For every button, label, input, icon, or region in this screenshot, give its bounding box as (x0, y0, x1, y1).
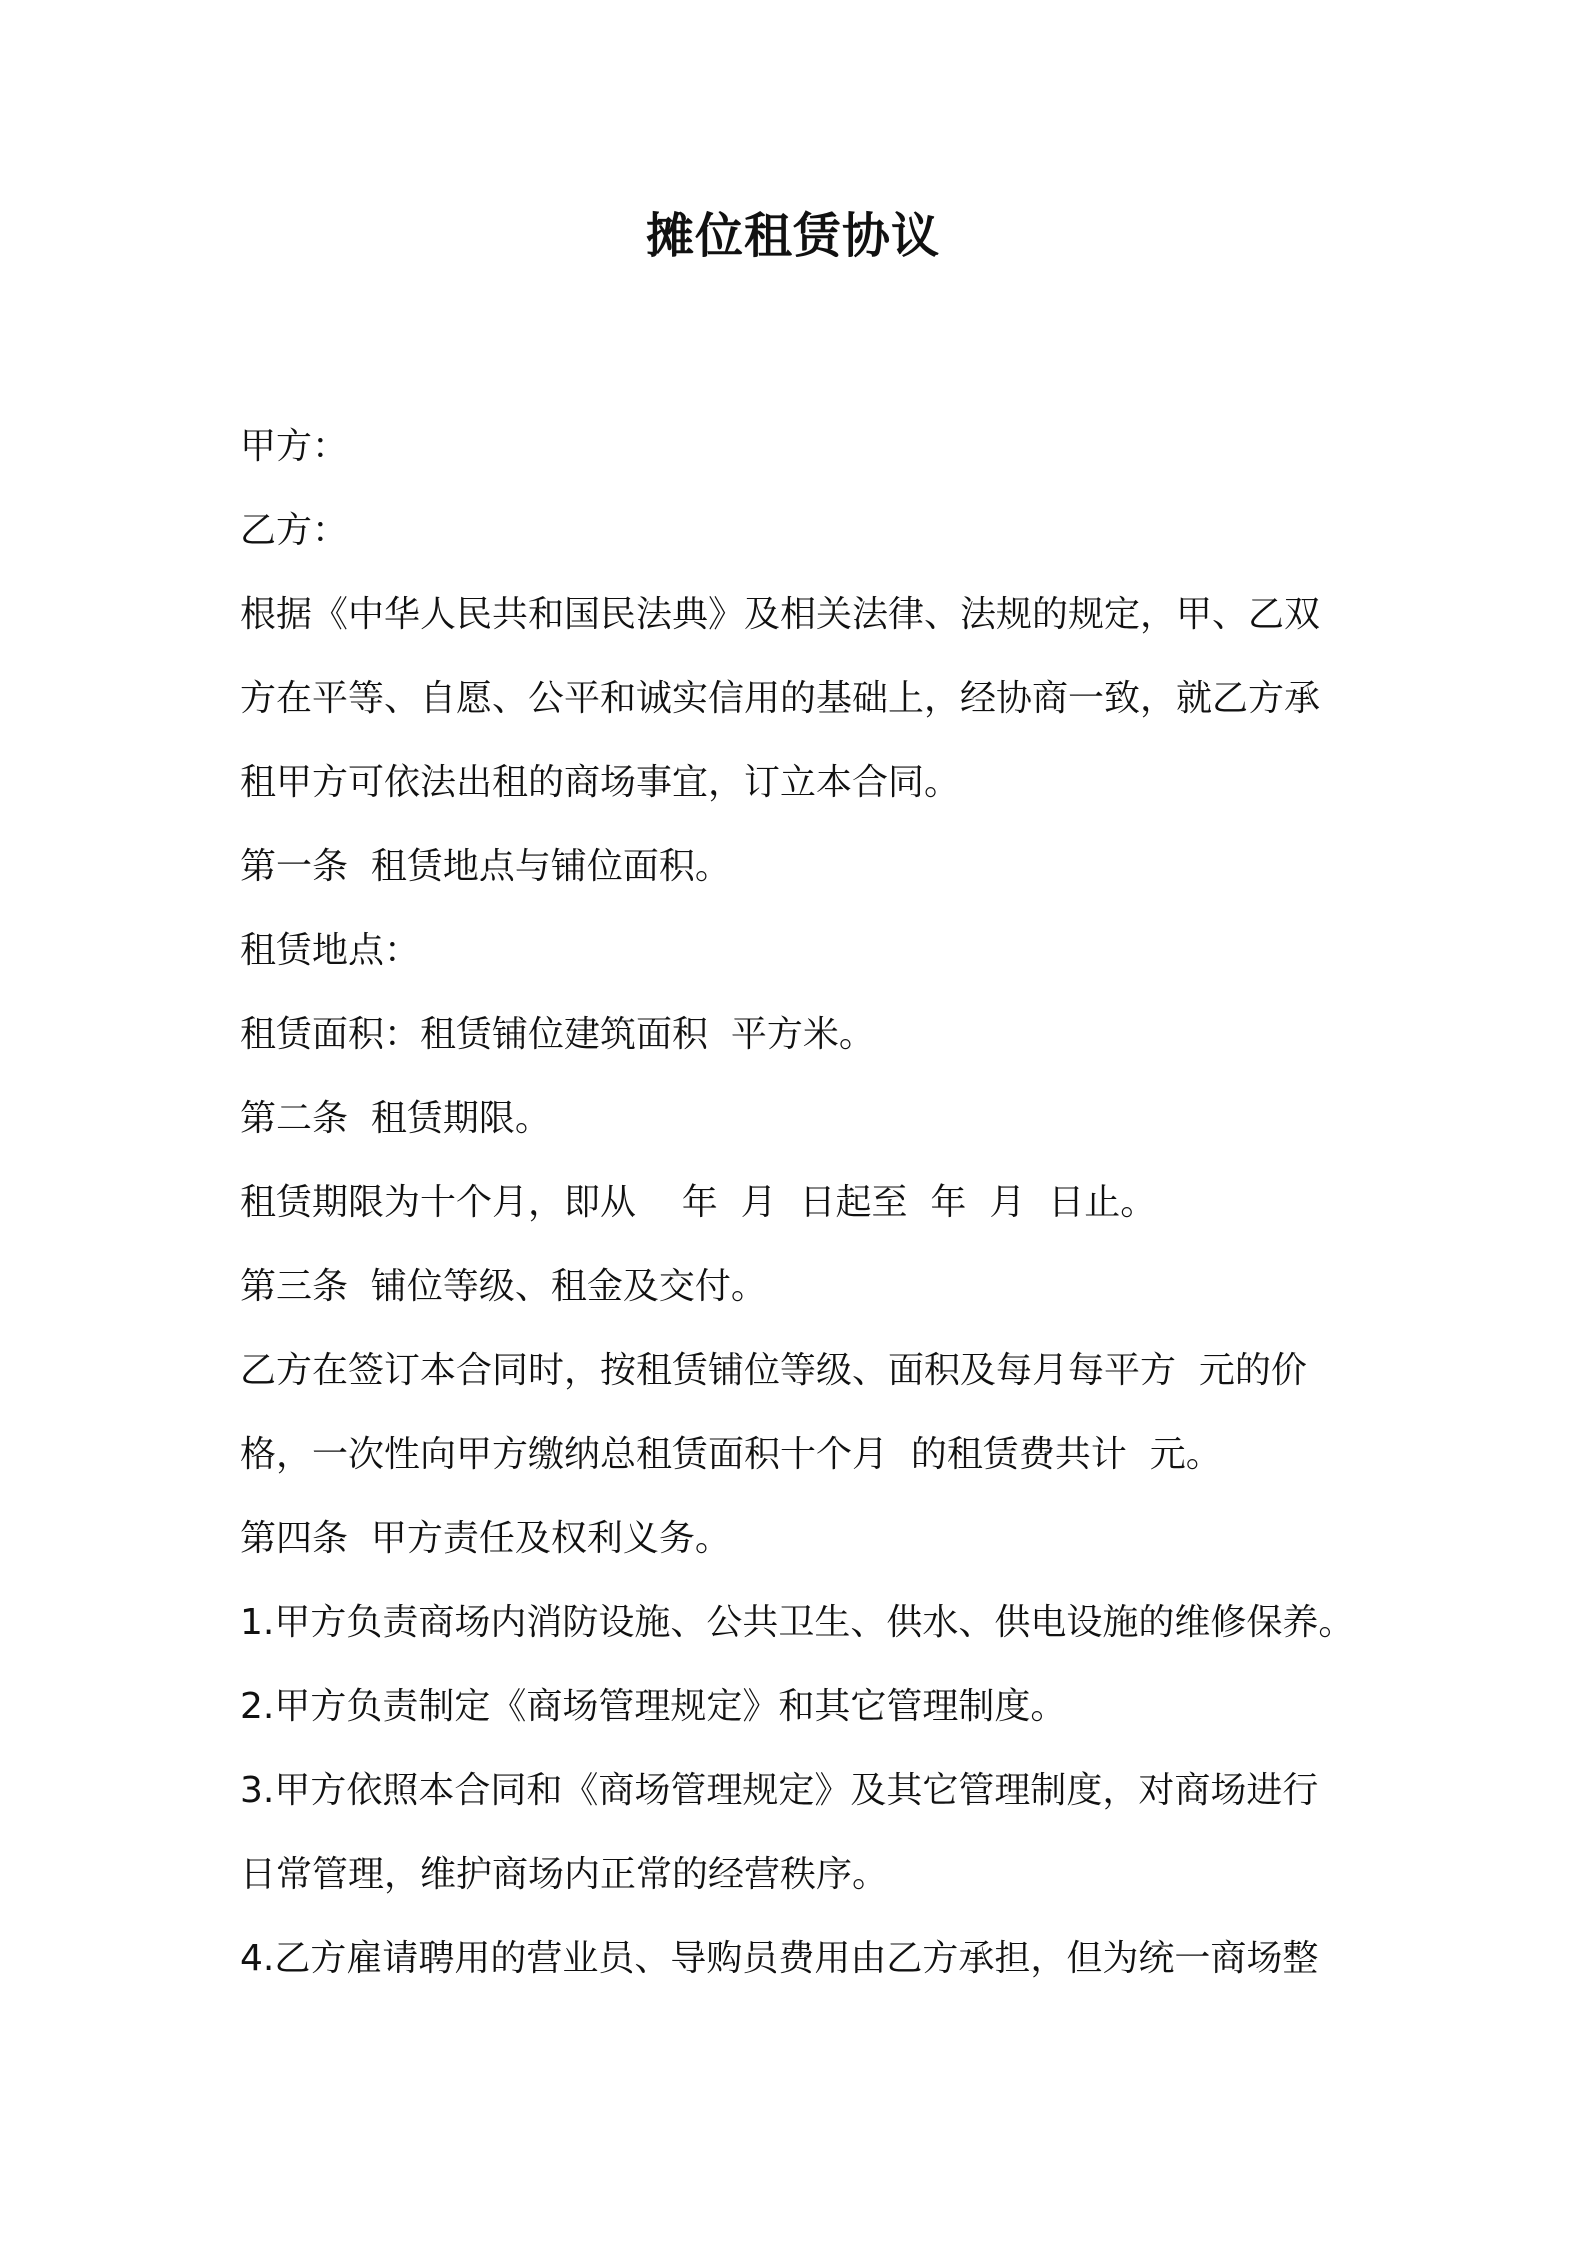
document-title: 摊位租赁协议 (645, 208, 940, 264)
preamble-line: 根据《中华人民共和国民法典》及相关法律、法规的规定，甲、乙双 (240, 594, 1321, 635)
clause-1-line: 1.甲方负责商场内消防设施、公共卫生、供水、供电设施的维修保养。 (240, 1602, 1355, 1643)
preamble-line: 方在平等、自愿、公平和诚实信用的基础上，经协商一致，就乙方承 (240, 678, 1321, 719)
party-b-line: 乙方： (240, 510, 349, 551)
article-1-heading: 第一条 租赁地点与铺位面积。 (240, 846, 731, 887)
lease-location-line: 租赁地点： (240, 930, 421, 971)
rent-payment-line: 格，一次性向甲方缴纳总租赁面积十个月 的租赁费共计 元。 (240, 1434, 1222, 1475)
article-3-heading: 第三条 铺位等级、租金及交付。 (240, 1266, 767, 1307)
party-a-line: 甲方： (240, 426, 349, 467)
clause-2-line: 2.甲方负责制定《商场管理规定》和其它管理制度。 (240, 1686, 1067, 1727)
clause-3-line: 3.甲方依照本合同和《商场管理规定》及其它管理制度，对商场进行 (240, 1770, 1319, 1811)
lease-term-line: 租赁期限为十个月，即从 年 月 日起至 年 月 日止。 (240, 1182, 1157, 1223)
rent-payment-line: 乙方在签订本合同时，按租赁铺位等级、面积及每月每平方 元的价 (240, 1350, 1307, 1391)
clause-4-line: 4.乙方雇请聘用的营业员、导购员费用由乙方承担，但为统一商场整 (240, 1938, 1319, 1979)
preamble-line: 租甲方可依法出租的商场事宜，订立本合同。 (240, 762, 961, 803)
lease-area-line: 租赁面积：租赁铺位建筑面积 平方米。 (240, 1014, 875, 1055)
clause-3-line: 日常管理，维护商场内正常的经营秩序。 (240, 1854, 889, 1895)
article-2-heading: 第二条 租赁期限。 (240, 1098, 551, 1139)
document-body (240, 405, 1360, 2001)
article-4-heading: 第四条 甲方责任及权利义务。 (240, 1518, 731, 1559)
